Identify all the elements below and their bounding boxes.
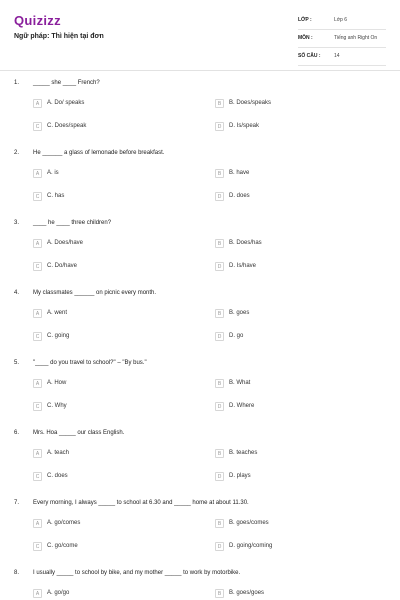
meta-label: SỐ CÂU : [298,53,321,59]
option-text: D. go [229,333,244,339]
question-text: I usually _____ to school by bike, and my mother _____ to work by motorbike. [33,570,241,576]
question-text: Every morning, I always _____ to school at 6.30 and _____ home at about 11.30. [33,500,249,506]
option-text: B. What [229,380,251,386]
option-text: A. How [47,380,67,386]
option-letter-box: A [33,519,42,528]
quizizz-logo: Quizizz [14,13,61,28]
question-text: _____ she ____ French? [33,80,100,86]
option-letter-box: B [215,169,224,178]
option-text: C. going [47,333,70,339]
option-letter-box: A [33,169,42,178]
option-letter-box: A [33,379,42,388]
option-letter-box: B [215,449,224,458]
option-text: D. Is/speak [229,123,260,129]
option-text: A. go/go [47,590,70,596]
option-letter-box: D [215,192,224,201]
question-number: 2. [14,150,20,156]
option-letter-box: B [215,589,224,598]
option-text: B. goes/comes [229,520,269,526]
meta-value: Tiếng anh Right On [334,35,378,41]
meta-label: LỚP : [298,17,312,23]
option-text: D. does [229,193,250,199]
meta-row-grade [298,15,386,30]
option-text: C. Do/have [47,263,78,269]
option-text: D. Where [229,403,255,409]
question-number: 6. [14,430,20,436]
meta-value: Lớp 6 [334,17,348,23]
option-text: B. Does/speaks [229,100,272,106]
option-letter-box: B [215,309,224,318]
option-letter-box: C [33,402,42,411]
question-text: He ______ a glass of lemonade before breakfast. [33,150,165,156]
option-text: A. go/comes [47,520,81,526]
option-text: A. Does/have [47,240,84,246]
option-letter-box: A [33,589,42,598]
question-number: 7. [14,500,20,506]
question-number: 5. [14,360,20,366]
question-text: "____ do you travel to school?" – "By bus." [33,360,147,366]
option-text: A. is [47,170,59,176]
option-text: A. went [47,310,68,316]
option-letter-box: A [33,309,42,318]
option-text: D. going/coming [229,543,273,549]
option-letter-box: C [33,192,42,201]
option-letter-box: D [215,332,224,341]
worksheet-meta [298,15,386,69]
option-letter-box: C [33,332,42,341]
worksheet-title: Ngữ pháp: Thì hiện tại đơn [14,33,104,40]
meta-row-question-count [298,51,386,66]
meta-row-subject [298,33,386,48]
question-text: Mrs. Hoa _____ our class English. [33,430,125,436]
option-text: C. go/come [47,543,78,549]
option-text: C. Does/speak [47,123,87,129]
question-text: ____ he ____ three children? [33,220,112,226]
option-letter-box: B [215,239,224,248]
option-letter-box: A [33,99,42,108]
option-text: D. plays [229,473,251,479]
question-number: 1. [14,80,20,86]
meta-value: 14 [334,53,340,59]
option-text: B. goes/goes [229,590,265,596]
option-text: B. teaches [229,450,258,456]
option-text: C. Why [47,403,67,409]
question-number: 3. [14,220,20,226]
option-text: B. have [229,170,250,176]
option-letter-box: D [215,402,224,411]
option-text: B. Does/has [229,240,262,246]
option-letter-box: C [33,262,42,271]
option-letter-box: D [215,542,224,551]
option-text: C. does [47,473,68,479]
question-text: My classmates ______ on picnic every month. [33,290,157,296]
meta-label: MÔN : [298,35,313,41]
option-letter-box: D [215,472,224,481]
option-letter-box: D [215,262,224,271]
option-letter-box: B [215,99,224,108]
option-letter-box: B [215,519,224,528]
option-text: C. has [47,193,65,199]
option-text: A. teach [47,450,70,456]
header-divider [0,70,400,71]
option-text: A. Do/ speaks [47,100,85,106]
option-letter-box: B [215,379,224,388]
option-letter-box: A [33,239,42,248]
option-text: B. goes [229,310,250,316]
option-letter-box: A [33,449,42,458]
option-text: D. Is/have [229,263,257,269]
option-letter-box: D [215,122,224,131]
option-letter-box: C [33,542,42,551]
question-number: 8. [14,570,20,576]
question-number: 4. [14,290,20,296]
option-letter-box: C [33,472,42,481]
option-letter-box: C [33,122,42,131]
